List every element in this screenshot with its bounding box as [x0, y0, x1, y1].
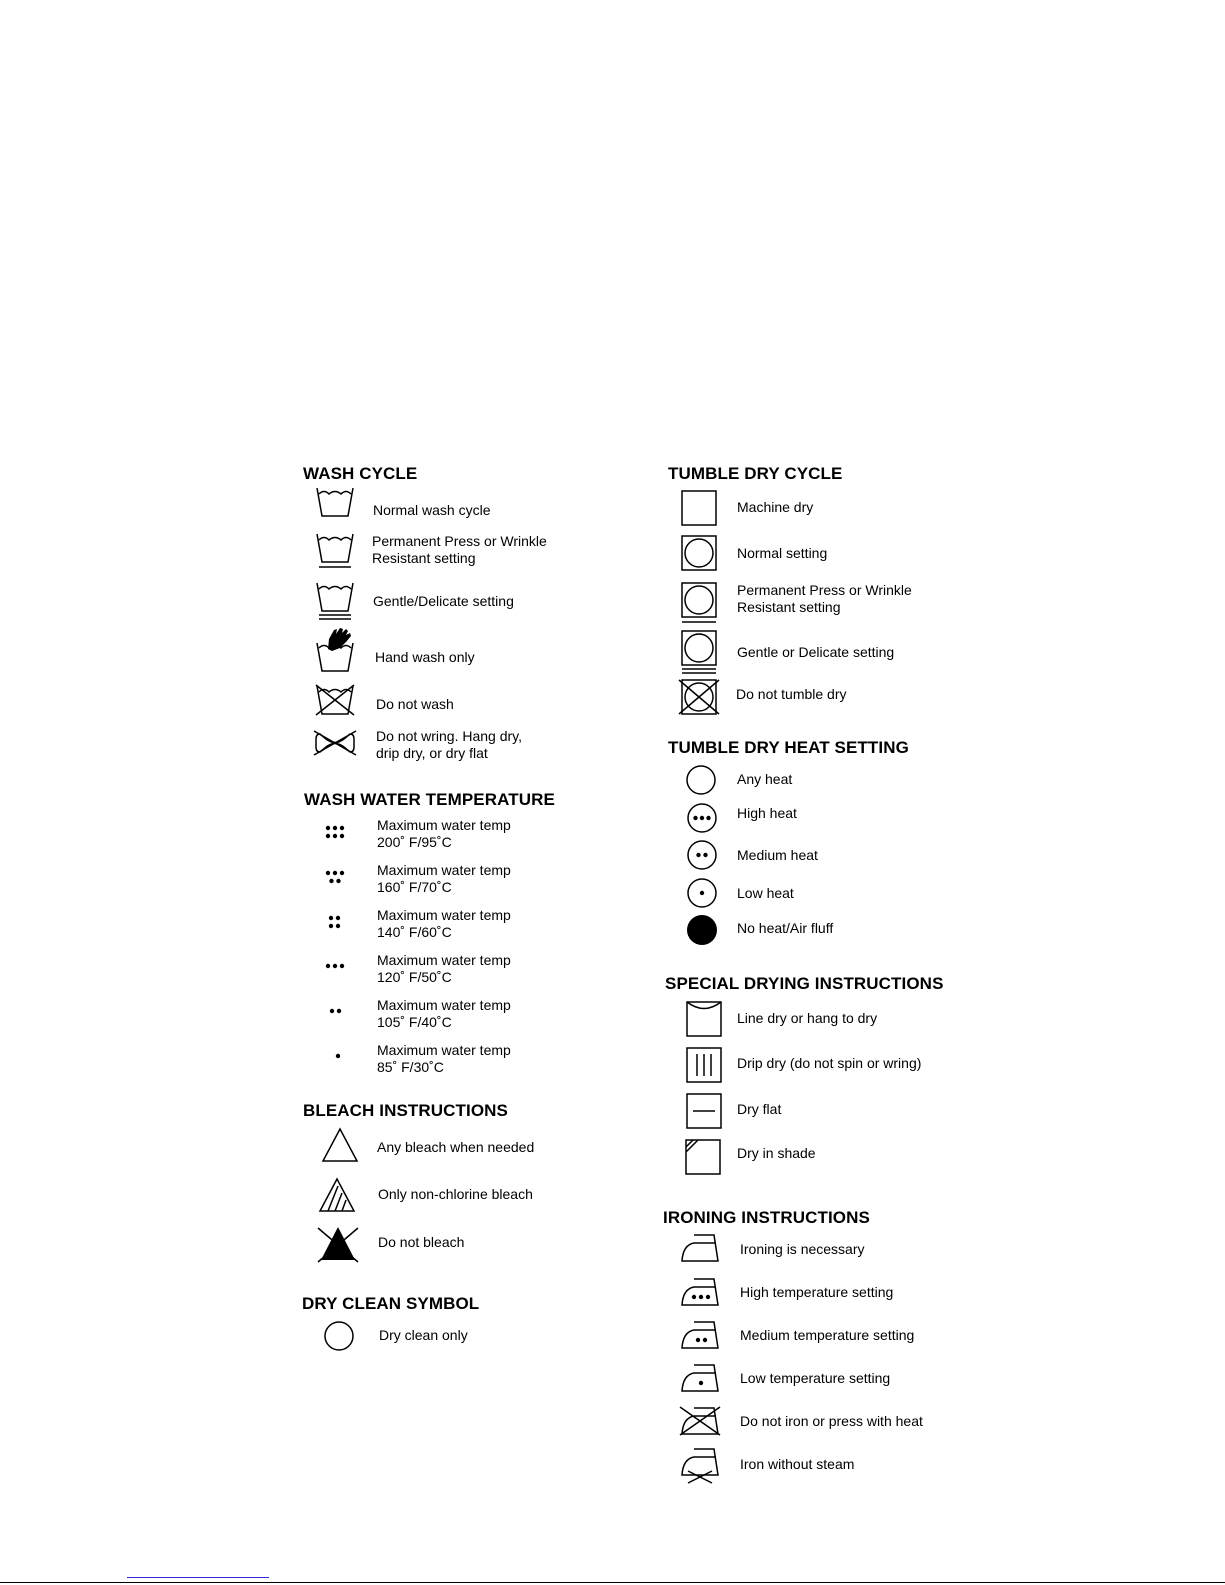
- four-dots-icon: [328, 915, 342, 929]
- empty-circle-icon: [685, 764, 717, 796]
- tumble-dry-heat-setting-heading: TUMBLE DRY HEAT SETTING: [668, 738, 909, 757]
- footer-link-underline: [127, 1577, 269, 1578]
- hand-wash-icon: [316, 627, 356, 677]
- iron-three-dots-icon: [680, 1277, 720, 1307]
- circle-icon: [323, 1320, 355, 1352]
- temp-160-label: Maximum water temp 160˚ F/70˚C: [377, 862, 511, 895]
- circle-one-dot-icon: [686, 877, 718, 909]
- square-circle-icon: [681, 535, 717, 571]
- wash-gentle-label: Gentle/Delicate setting: [373, 593, 514, 609]
- bleach-any-label: Any bleach when needed: [377, 1139, 535, 1155]
- dry-flat-label: Dry flat: [737, 1101, 782, 1117]
- tumble-do-not-label: Do not tumble dry: [736, 686, 847, 702]
- do-not-wash-icon: [315, 683, 355, 717]
- circle-three-dots-icon: [686, 802, 718, 834]
- square-circle-one-bar-icon: [681, 582, 717, 624]
- tumble-normal-label: Normal setting: [737, 545, 828, 561]
- tumble-permanent-press-label: Permanent Press or Wrinkle Resistant setting: [737, 582, 912, 615]
- striped-triangle-icon: [318, 1177, 356, 1213]
- washtub-two-bars-icon: [316, 580, 354, 622]
- triangle-icon: [321, 1127, 359, 1163]
- temp-85-label: Maximum water temp 85˚ F/30˚C: [377, 1042, 511, 1075]
- iron-high-label: High temperature setting: [740, 1284, 894, 1300]
- square-icon: [681, 490, 717, 526]
- wash-do-not-label: Do not wash: [376, 696, 454, 712]
- iron-no-steam-label: Iron without steam: [740, 1456, 855, 1472]
- temp-200-label: Maximum water temp 200˚ F/95˚C: [377, 817, 511, 850]
- crossed-filled-triangle-icon: [317, 1225, 359, 1263]
- two-dots-icon: [329, 1008, 343, 1014]
- drip-dry-label: Drip dry (do not spin or wring): [737, 1055, 922, 1071]
- wash-hand-label: Hand wash only: [375, 649, 475, 665]
- crossed-square-circle-icon: [678, 678, 720, 716]
- three-dots-icon: [325, 963, 347, 969]
- heat-low-label: Low heat: [737, 885, 794, 901]
- line-dry-icon: [686, 1001, 722, 1037]
- crossed-iron-icon: [678, 1405, 722, 1437]
- one-dot-icon: [335, 1053, 341, 1059]
- dry-in-shade-icon: [685, 1139, 721, 1175]
- iron-medium-label: Medium temperature setting: [740, 1327, 915, 1343]
- tumble-dry-cycle-heading: TUMBLE DRY CYCLE: [668, 464, 843, 483]
- square-circle-two-bars-icon: [681, 630, 717, 674]
- iron-two-dots-icon: [680, 1320, 720, 1350]
- tumble-machine-dry-label: Machine dry: [737, 499, 814, 515]
- dry-clean-only-label: Dry clean only: [379, 1327, 468, 1343]
- special-drying-instructions-heading: SPECIAL DRYING INSTRUCTIONS: [665, 974, 944, 993]
- wash-normal-label: Normal wash cycle: [373, 502, 491, 518]
- wash-do-not-wring-label: Do not wring. Hang dry, drip dry, or dry flat: [376, 728, 523, 761]
- footer-divider: [0, 1582, 1225, 1583]
- heat-any-label: Any heat: [737, 771, 793, 787]
- bleach-instructions-heading: BLEACH INSTRUCTIONS: [303, 1101, 508, 1120]
- dry-flat-icon: [686, 1093, 722, 1129]
- do-not-wring-icon: [312, 729, 358, 757]
- five-dots-icon: [325, 870, 347, 884]
- wash-permanent-press-label: Permanent Press or Wrinkle Resistant setting: [372, 533, 547, 566]
- ironing-instructions-heading: IRONING INSTRUCTIONS: [663, 1208, 870, 1227]
- line-dry-label: Line dry or hang to dry: [737, 1010, 878, 1026]
- iron-icon: [680, 1233, 720, 1263]
- iron-necessary-label: Ironing is necessary: [740, 1241, 865, 1257]
- circle-two-dots-icon: [686, 839, 718, 871]
- temp-140-label: Maximum water temp 140˚ F/60˚C: [377, 907, 511, 940]
- dry-in-shade-label: Dry in shade: [737, 1145, 816, 1161]
- washtub-icon: [316, 485, 354, 519]
- wash-cycle-heading: WASH CYCLE: [303, 464, 418, 483]
- tumble-gentle-label: Gentle or Delicate setting: [737, 644, 895, 660]
- iron-do-not-label: Do not iron or press with heat: [740, 1413, 923, 1429]
- dry-clean-symbol-heading: DRY CLEAN SYMBOL: [302, 1294, 480, 1313]
- heat-none-label: No heat/Air fluff: [737, 920, 834, 936]
- filled-circle-icon: [686, 914, 718, 946]
- iron-low-label: Low temperature setting: [740, 1370, 891, 1386]
- drip-dry-icon: [686, 1047, 722, 1083]
- temp-120-label: Maximum water temp 120˚ F/50˚C: [377, 952, 511, 985]
- iron-no-steam-icon: [680, 1447, 720, 1485]
- heat-high-label: High heat: [737, 805, 797, 821]
- temp-105-label: Maximum water temp 105˚ F/40˚C: [377, 997, 511, 1030]
- wash-water-temperature-heading: WASH WATER TEMPERATURE: [304, 790, 555, 809]
- bleach-do-not-label: Do not bleach: [378, 1234, 465, 1250]
- iron-one-dot-icon: [680, 1363, 720, 1393]
- washtub-one-bar-icon: [316, 531, 354, 571]
- bleach-non-chlorine-label: Only non-chlorine bleach: [378, 1186, 533, 1202]
- six-dots-icon: [325, 825, 347, 839]
- heat-medium-label: Medium heat: [737, 847, 818, 863]
